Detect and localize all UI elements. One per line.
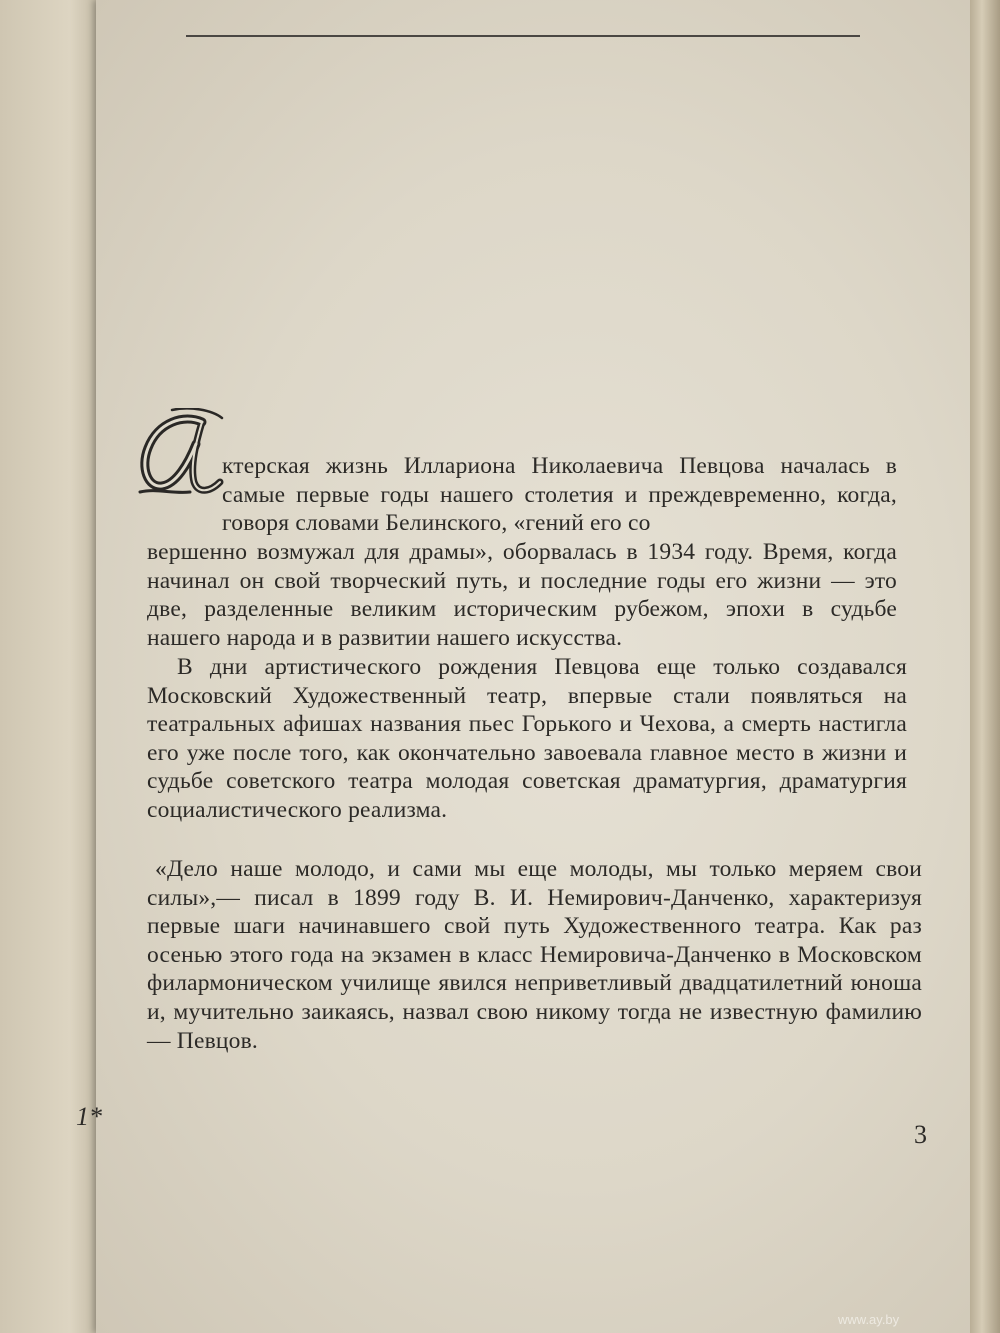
paragraph-1-rest: вершенно возмужал для драмы», оборвалась в 1934 году. Время, когда начинал он свой творческий путь, и последние годы его жизни — это две, разделенные великим историческим рубежом, эпохи в судьбе нашего народа и в развитии нашего искусства. xyxy=(147,539,897,651)
signature-mark: 1* xyxy=(76,1102,102,1131)
paragraph-1-lead: ктерская жизнь Иллариона Николаевича Певцова началась в самые первые годы нашего столетия и преждевременно, когда, говоря словами Белинского, «гений его со xyxy=(222,453,897,537)
top-rule xyxy=(186,35,860,37)
previous-page-edge xyxy=(0,0,100,1333)
paragraph-2: В дни артистического рождения Певцова еще только создавался Московский Художественный театр, впервые стали появляться на театральных афишах названия пьес Горького и Чехова, а смерть настигла его уже после того, как окончательно завоевала главное место в жизни и судьбе советского театра молодая советская драматургия, драматургия социалистического реализма. xyxy=(147,654,907,823)
watermark: www.ay.by xyxy=(838,1312,900,1327)
paragraph-3: «Дело наше молодо, и сами мы еще молоды, мы только меряем свои силы»,— писал в 1899 году В. И. Немирович-Данченко, характеризуя первые шаги начинавшего свой путь Художественного театра. Как раз осенью этого года на экзамен в класс Немировича-Данченко в Московском филармоническом училище явился неприветливый двадцатилетний юноша и, мучительно заикаясь, назвал свою никому тогда не известную фамилию — Певцов. xyxy=(147,856,922,1054)
page-number: 3 xyxy=(914,1120,927,1149)
decorative-initial-letter xyxy=(132,408,224,500)
next-page-edge xyxy=(970,0,1000,1333)
